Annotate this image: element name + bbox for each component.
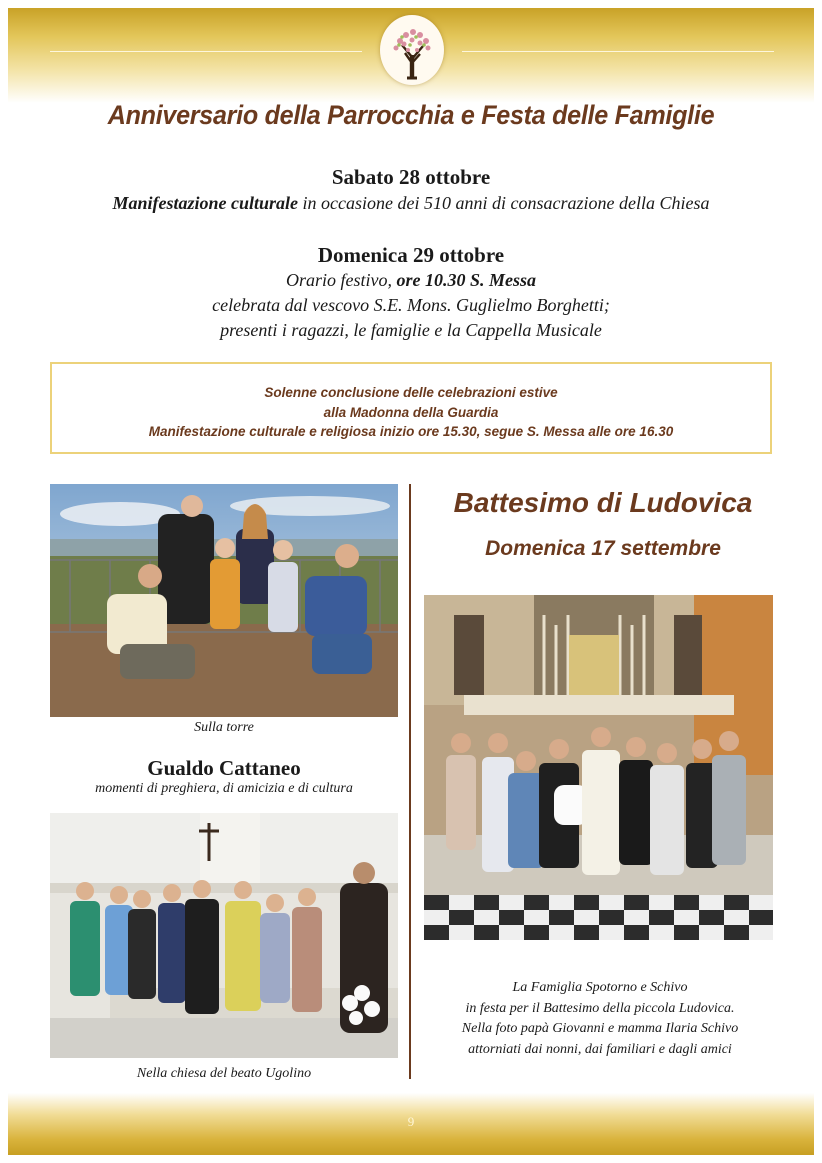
notice-box: [50, 362, 772, 454]
baptism-caption-line3: Nella foto papà Giovanni e mamma Ilaria Schivo: [461, 1021, 739, 1036]
photo-tower: [50, 484, 398, 717]
header-rule-right: [462, 51, 774, 52]
saturday-rest: in occasione dei 510 anni di consacrazione della Chiesa: [298, 193, 710, 213]
gualdo-heading: Gualdo Cattaneo: [147, 756, 301, 780]
sunday-line1-a: Orario festivo,: [285, 270, 397, 290]
sunday-line1-b: ore 10.30 S. Messa: [396, 270, 536, 290]
notice-line2: alla Madonna della Guardia: [323, 404, 499, 420]
sunday-line2: celebrata dal vescovo S.E. Mons. Guglielmo Borghetti;: [212, 295, 610, 315]
baptism-date: Domenica 17 settembre: [485, 537, 721, 560]
sunday-line3: presenti i ragazzi, le famiglie e la Cappella Musicale: [220, 320, 602, 340]
parish-tree-logo: [380, 15, 444, 85]
baptism-caption: [414, 978, 786, 1060]
notice-line1: Solenne conclusione delle celebrazioni estive: [264, 385, 558, 400]
sunday-date: Domenica 29 ottobre: [317, 243, 505, 267]
photo-tower-caption: Sulla torre: [194, 720, 254, 735]
saturday-date: Sabato 28 ottobre: [331, 165, 491, 189]
gualdo-subheading: momenti di preghiera, di amicizia e di cultura: [95, 781, 353, 796]
sunday-line1: [0, 270, 822, 291]
photo-church-caption: Nella chiesa del beato Ugolino: [136, 1066, 312, 1081]
photo-church: [50, 813, 398, 1058]
column-divider: [409, 484, 411, 1079]
baptism-caption-line2: in festa per il Battesimo della piccola Ludovica.: [465, 1000, 735, 1016]
saturday-description: [0, 193, 822, 214]
notice-line3: Manifestazione culturale e religiosa inizio ore 15.30, segue S. Messa alle ore 16.30: [148, 424, 674, 439]
baptism-caption-line1: La Famiglia Spotorno e Schivo: [512, 980, 688, 995]
baptism-heading: Battesimo di Ludovica: [453, 487, 753, 518]
header-rule-left: [50, 51, 362, 52]
baptism-caption-line4: attorniati dai nonni, dai familiari e dagli amici: [468, 1041, 732, 1057]
saturday-bold: Manifestazione culturale: [112, 193, 299, 213]
page-number: 9: [407, 1114, 415, 1129]
page-title: Anniversario della Parrocchia e Festa delle Famiglie: [107, 100, 715, 130]
photo-baptism: [424, 595, 773, 940]
